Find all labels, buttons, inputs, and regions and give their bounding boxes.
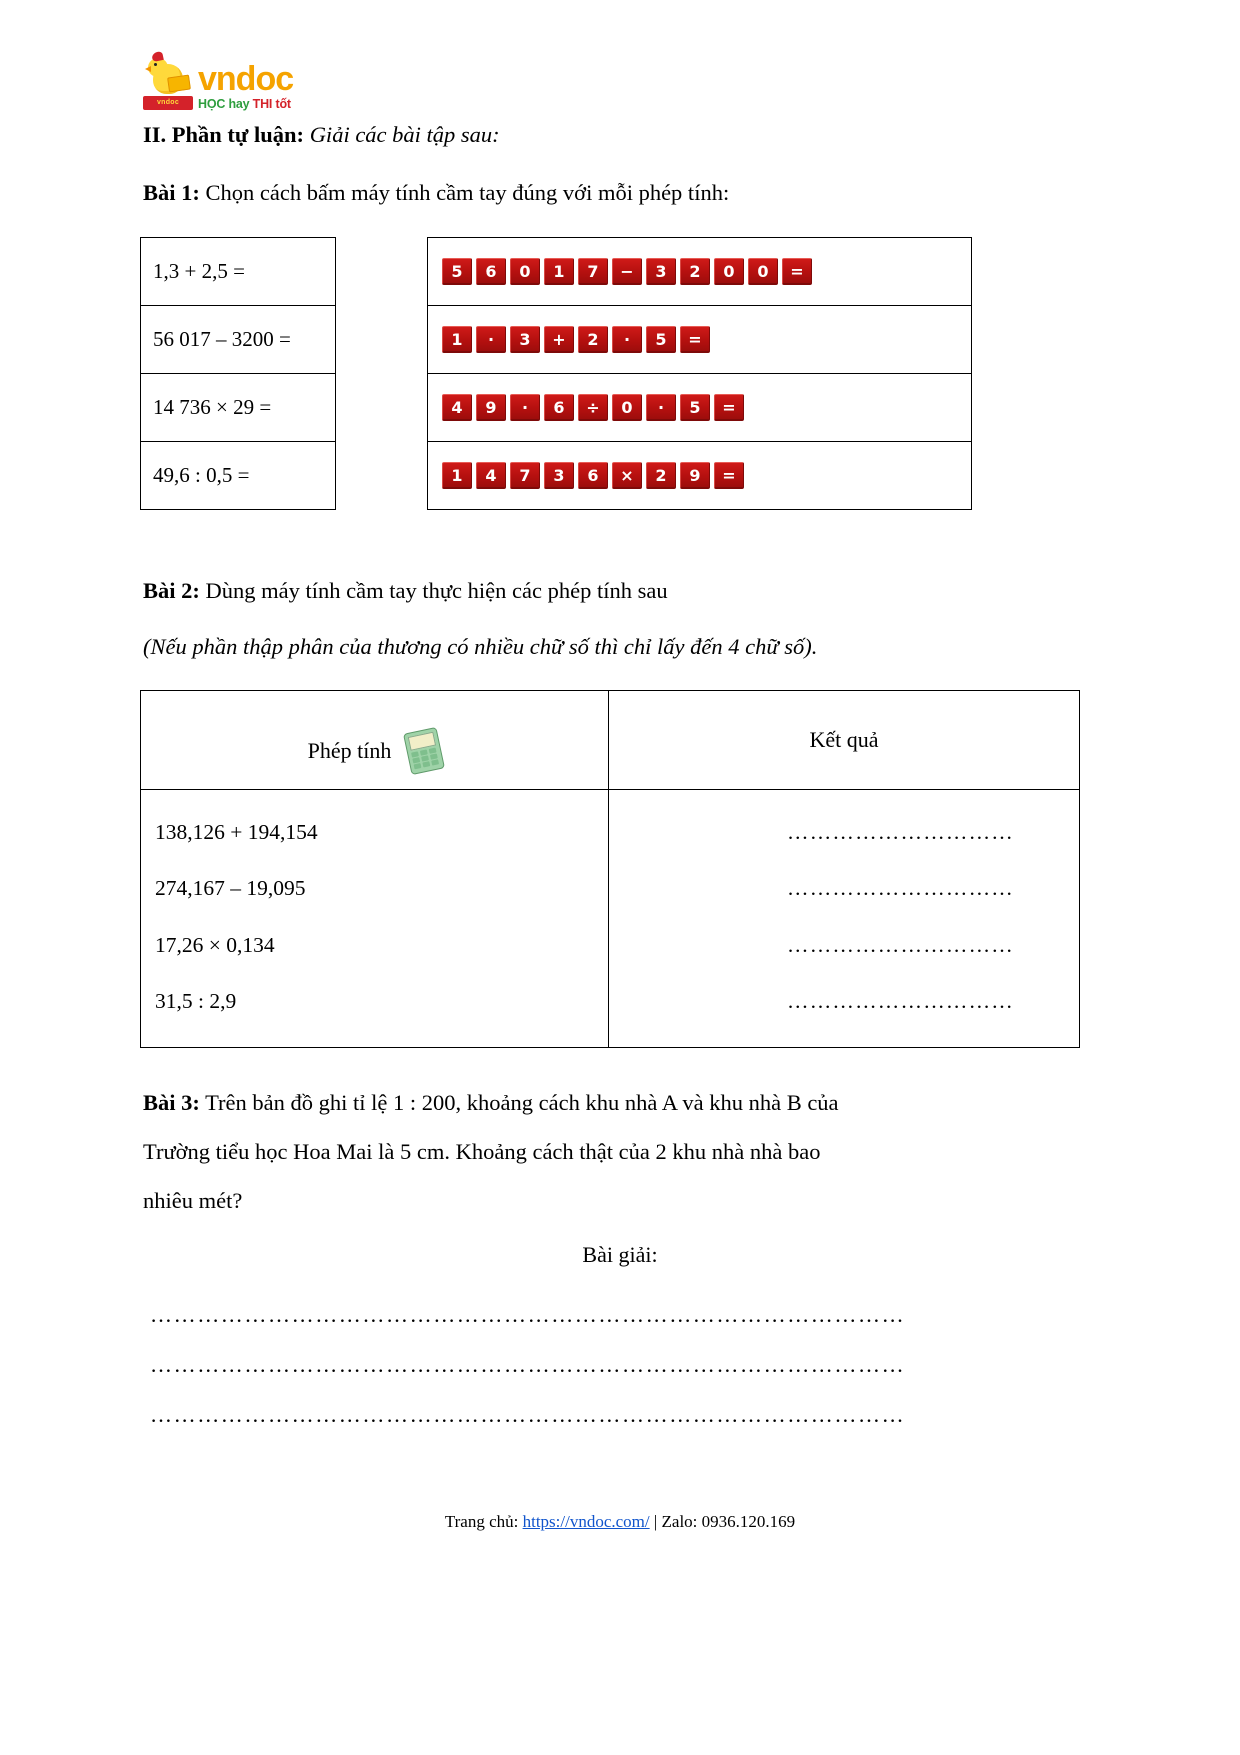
footer-link[interactable]: https://vndoc.com/ xyxy=(522,1512,650,1531)
calculator-key: 6 xyxy=(476,258,506,285)
calculator-key: × xyxy=(612,462,642,489)
calculator-key: 7 xyxy=(510,462,540,489)
table-row xyxy=(428,238,972,306)
calculator-key: · xyxy=(510,394,540,421)
calculator-key: + xyxy=(544,326,574,353)
footer-prefix: Trang chủ: xyxy=(444,1512,523,1531)
calculator-key: 9 xyxy=(680,462,710,489)
calculator-key: − xyxy=(612,258,642,285)
calculator-key: 1 xyxy=(442,326,472,353)
logo-tagline-red: THI tốt xyxy=(252,96,291,111)
bai3-heading xyxy=(143,1090,839,1116)
calculator-key: 3 xyxy=(646,258,676,285)
table-row xyxy=(141,790,1080,1048)
logo-wordmark: vndoc xyxy=(198,59,294,98)
footer-suffix: | Zalo: 0936.120.169 xyxy=(649,1512,796,1531)
bai2-note: (Nếu phần thập phân của thương có nhiều chữ số thì chỉ lấy đến 4 chữ số). xyxy=(143,634,818,659)
bai3-label: Bài 3: xyxy=(143,1090,200,1115)
calculator-key: = xyxy=(782,258,812,285)
calculator-key: 1 xyxy=(442,462,472,489)
calculator-key: 2 xyxy=(578,326,608,353)
section-title-bold: II. Phần tự luận: xyxy=(143,122,305,147)
calculator-key: 3 xyxy=(510,326,540,353)
section-title xyxy=(143,122,500,148)
bai2-result-0[interactable]: ………………………… xyxy=(787,820,1014,844)
calculator-key: 5 xyxy=(442,258,472,285)
calculator-key: = xyxy=(680,326,710,353)
logo-tagline xyxy=(198,98,293,111)
bai3-line2: Trường tiểu học Hoa Mai là 5 cm. Khoảng cách thật của 2 khu nhà nhà bao xyxy=(143,1139,821,1164)
calculator-key: · xyxy=(476,326,506,353)
bai1-expression-3: 49,6 : 0,5 = xyxy=(153,463,250,487)
calculator-key: 0 xyxy=(612,394,642,421)
table-row xyxy=(141,306,336,374)
bai2-header-left-cell xyxy=(141,691,609,790)
table-row xyxy=(141,442,336,510)
calculator-key: 0 xyxy=(748,258,778,285)
table-row xyxy=(428,374,972,442)
calculator-key: 3 xyxy=(544,462,574,489)
key-sequence-0 xyxy=(442,258,957,285)
bai1-heading xyxy=(143,180,729,206)
bai2-expression-0: 138,126 + 194,154 xyxy=(155,820,318,844)
key-sequence-2 xyxy=(442,394,957,421)
section-title-italic: Giải các bài tập sau: xyxy=(304,122,500,147)
bai1-text: Chọn cách bấm máy tính cầm tay đúng với mỗi phép tính: xyxy=(199,180,730,205)
table-row xyxy=(141,238,336,306)
calculator-key: · xyxy=(612,326,642,353)
table-row xyxy=(428,306,972,374)
page-footer xyxy=(0,1512,1240,1532)
calculator-key: 5 xyxy=(646,326,676,353)
vndoc-logo xyxy=(143,48,293,110)
bai2-result-2[interactable]: ………………………… xyxy=(787,932,1014,957)
bai2-header-left-label: Phép tính xyxy=(307,738,392,763)
logo-tagline-green: HỌC hay xyxy=(198,96,253,111)
bai2-results-table xyxy=(140,690,1080,1048)
bai1-expressions-table xyxy=(140,237,336,510)
calculator-key: = xyxy=(714,462,744,489)
bai2-result-1[interactable]: ………………………… xyxy=(787,876,1014,901)
bai1-label: Bài 1: xyxy=(143,180,200,205)
bai2-heading xyxy=(143,578,668,604)
key-sequence-1 xyxy=(442,326,957,353)
calculator-key: 1 xyxy=(544,258,574,285)
calculator-key: 9 xyxy=(476,394,506,421)
table-header-row xyxy=(141,691,1080,790)
calculator-key: 6 xyxy=(544,394,574,421)
table-row xyxy=(428,442,972,510)
calculator-key: 7 xyxy=(578,258,608,285)
bai2-expression-1: 274,167 – 19,095 xyxy=(155,876,306,901)
bai2-expression-2: 17,26 × 0,134 xyxy=(155,932,275,957)
bai3-line1: Trên bản đồ ghi tỉ lệ 1 : 200, khoảng cách khu nhà A và khu nhà B của xyxy=(199,1090,839,1115)
bai1-keysequence-table xyxy=(427,237,972,510)
calculator-key: 0 xyxy=(714,258,744,285)
calculator-key: 4 xyxy=(442,394,472,421)
calculator-key: 4 xyxy=(476,462,506,489)
bai3-solution-label: Bài giải: xyxy=(582,1242,658,1267)
bai2-header-right-label: Kết quả xyxy=(609,691,1080,790)
bai2-results-cell xyxy=(609,790,1080,1048)
calculator-key: 5 xyxy=(680,394,710,421)
answer-line-2[interactable]: …………………………………………………………………………………… xyxy=(150,1402,906,1427)
logo-badge: vndoc xyxy=(143,96,193,110)
calculator-key: = xyxy=(714,394,744,421)
bai1-expression-0: 1,3 + 2,5 = xyxy=(141,238,336,306)
calculator-key: 6 xyxy=(578,462,608,489)
calculator-key: ÷ xyxy=(578,394,608,421)
calculator-key: 2 xyxy=(646,462,676,489)
bai2-label: Bài 2: xyxy=(143,578,200,603)
bai2-result-3[interactable]: ………………………… xyxy=(787,988,1014,1013)
bai2-text: Dùng máy tính cầm tay thực hiện các phép tính sau xyxy=(199,578,668,603)
bai1-expression-1: 56 017 – 3200 = xyxy=(141,306,336,374)
answer-line-1[interactable]: …………………………………………………………………………………… xyxy=(150,1352,906,1377)
answer-line-0[interactable]: …………………………………………………………………………………… xyxy=(150,1302,906,1327)
bai2-expression-3: 31,5 : 2,9 xyxy=(155,988,237,1013)
calculator-key: 2 xyxy=(680,258,710,285)
calculator-key: 0 xyxy=(510,258,540,285)
bai3-line3: nhiêu mét? xyxy=(143,1188,243,1213)
calculator-key: · xyxy=(646,394,676,421)
calculator-icon xyxy=(403,727,445,775)
key-sequence-3 xyxy=(442,462,957,489)
chick-mascot-icon xyxy=(143,52,195,110)
bai1-expression-2: 14 736 × 29 = xyxy=(141,374,336,442)
table-row xyxy=(141,374,336,442)
bai2-expressions-cell xyxy=(141,790,609,1048)
